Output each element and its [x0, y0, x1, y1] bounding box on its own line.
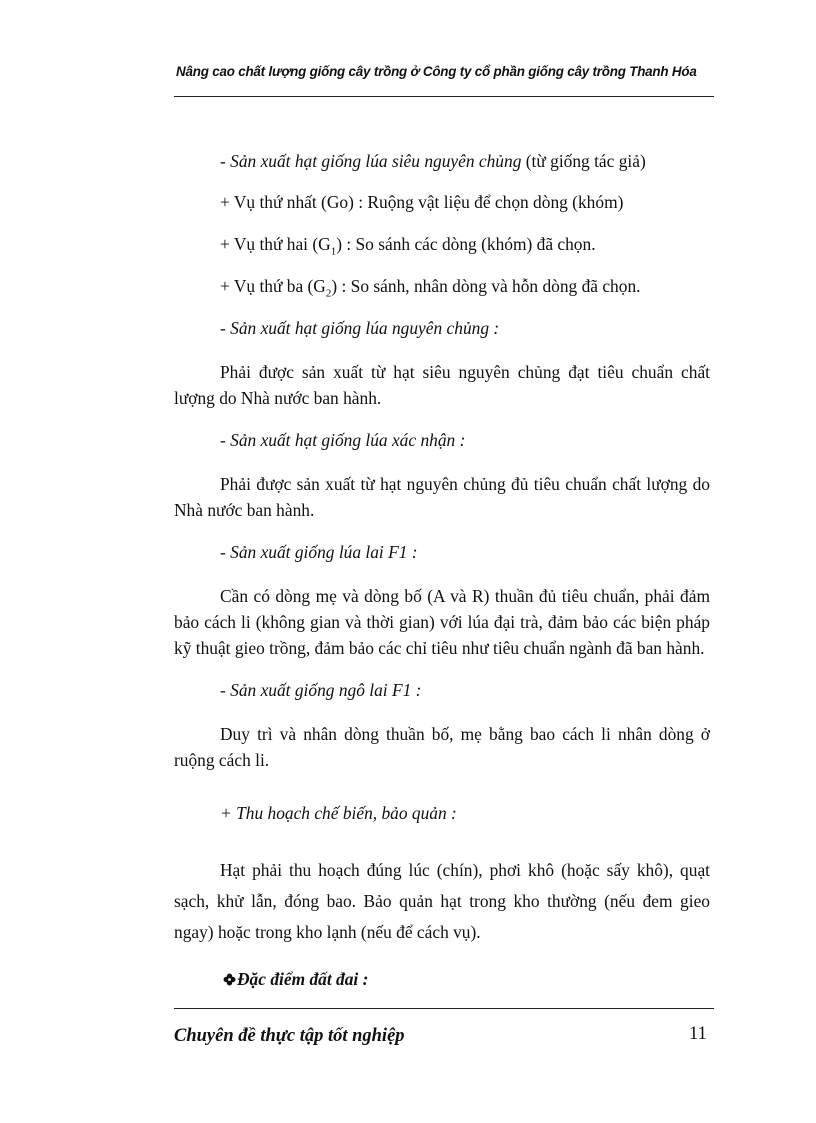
flower-bullet-icon: [223, 973, 236, 986]
header-title: Nâng cao chất lượng giống cây trồng ở Công ty cổ phần giống cây trồng Thanh Hóa: [176, 64, 697, 79]
season-2-line: [174, 231, 710, 257]
footer-title: Chuyên đề thực tập tốt nghiệp: [174, 1026, 405, 1046]
certified-seed-paragraph: Phải được sản xuất từ hạt nguyên chủng đủ tiêu chuẩn chất lượng do Nhà nước ban hành.: [174, 474, 710, 520]
hybrid-rice-paragraph: Cần có dòng mẹ và dòng bố (A và R) thuần đủ tiêu chuẩn, phải đảm bảo cách li (không gian và thời gian) với lúa đại trà, đảm bảo các biện pháp kỹ thuật gieo trồng, đảm bảo các chỉ tiêu như tiêu chuẩn ngành đã ban hành.: [174, 586, 710, 658]
harvest-label: + Thu hoạch chế biến, bảo quản :: [220, 803, 457, 823]
original-seed-label: - Sản xuất hạt giống lúa nguyên chủng :: [220, 318, 500, 338]
page-header: [174, 64, 714, 102]
hybrid-rice-label: - Sản xuất giống lúa lai F1 :: [220, 542, 418, 562]
header-divider: [174, 96, 714, 97]
harvest-paragraph: Hạt phải thu hoạch đúng lúc (chín), phơi khô (hoặc sấy khô), quạt sạch, khử lẫn, đóng bao. Bảo quản hạt trong kho thường (nếu đem gieo ngay) hoặc trong kho lạnh (nếu để cách vụ).: [174, 860, 710, 942]
season-2-suffix: ) : So sánh các dòng (khóm) đã chọn.: [336, 234, 596, 254]
page-number: 11: [689, 1024, 707, 1044]
hybrid-corn-label: - Sản xuất giống ngô lai F1 :: [220, 680, 422, 700]
season-3-prefix: + Vụ thứ ba (G: [220, 276, 326, 296]
certified-seed-label: - Sản xuất hạt giống lúa xác nhận :: [220, 430, 466, 450]
original-seed-paragraph: Phải được sản xuất từ hạt siêu nguyên chủng đạt tiêu chuẩn chất lượng do Nhà nước ban hành.: [174, 362, 710, 408]
season-3-subscript: 2: [325, 287, 332, 300]
section-heading-text: Đặc điểm đất đai :: [237, 969, 369, 989]
season-2-subscript: 1: [330, 245, 337, 258]
super-seed-line: [174, 148, 710, 174]
footer-divider: [174, 1008, 714, 1009]
document-body: [174, 148, 710, 948]
season-3-line: [174, 273, 710, 299]
super-seed-note: (từ giống tác giả): [521, 151, 646, 171]
season-3-suffix: ) : So sánh, nhân dòng và hỗn dòng đã chọn.: [331, 276, 641, 296]
season-1-line: + Vụ thứ nhất (Go) : Ruộng vật liệu để chọn dòng (khóm): [220, 192, 624, 212]
super-seed-label: - Sản xuất hạt giống lúa siêu nguyên chủng: [220, 151, 522, 171]
season-2-prefix: + Vụ thứ hai (G: [220, 234, 331, 254]
section-heading: [223, 969, 368, 990]
hybrid-corn-paragraph: Duy trì và nhân dòng thuần bố, mẹ bằng bao cách li nhân dòng ở ruộng cách li.: [174, 724, 710, 770]
